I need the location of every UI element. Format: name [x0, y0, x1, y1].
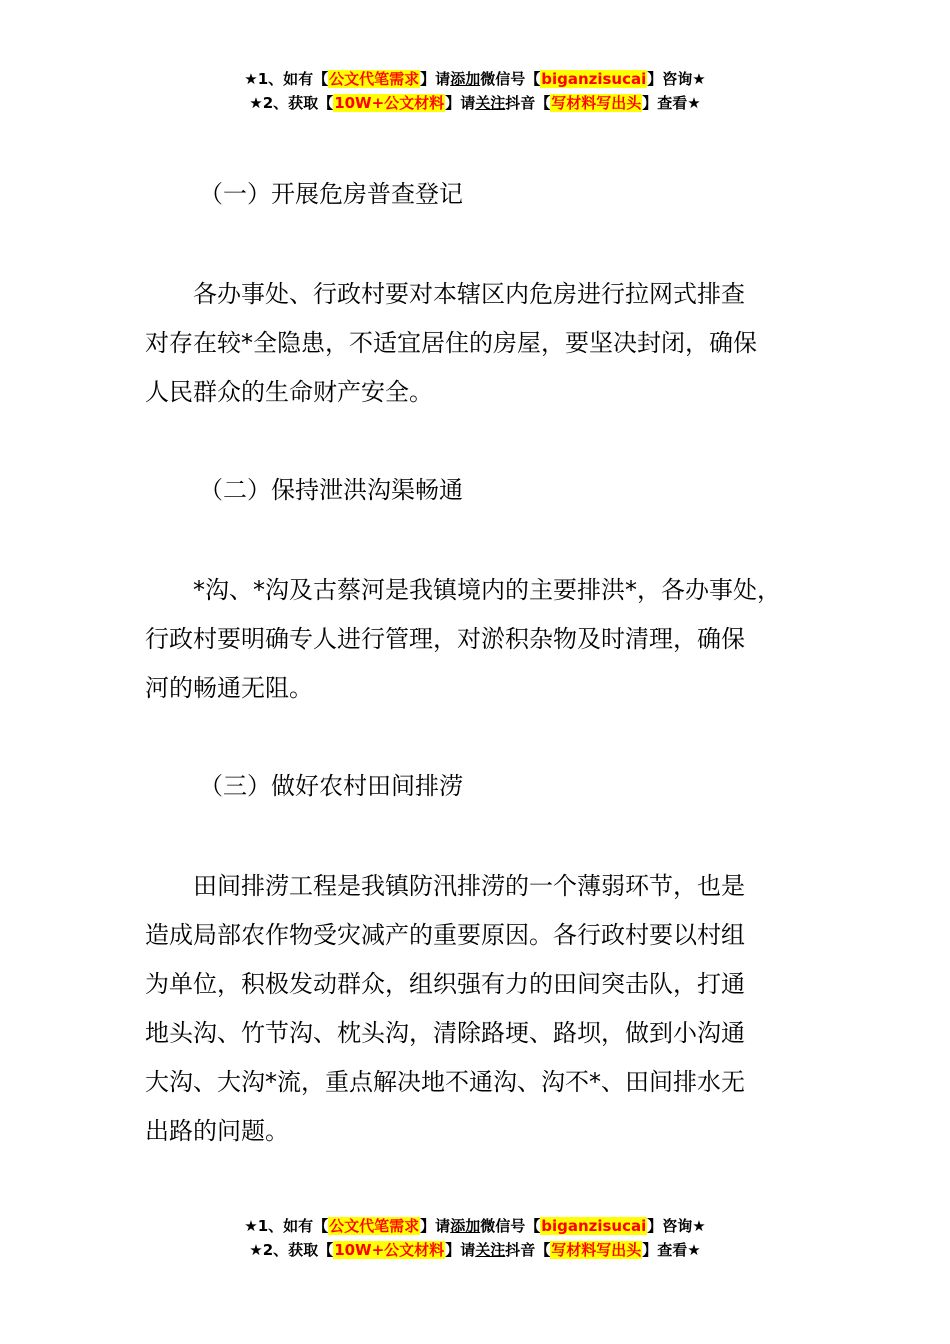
- section-heading: （二）保持泄洪沟渠畅通: [199, 476, 463, 504]
- highlight-douyin-account: 写材料写出头: [551, 94, 642, 112]
- underlined-add: 添加: [450, 1217, 481, 1235]
- banner-text: 】请: [420, 1217, 451, 1235]
- banner-line-1: [0, 1214, 950, 1238]
- banner-text: 抖音【: [505, 1241, 551, 1259]
- paragraph-line: 田间排涝工程是我镇防汛排涝的一个薄弱环节，也是: [145, 872, 745, 900]
- highlight-wechat-id: biganzisucai: [541, 1217, 647, 1235]
- banner-text: ★2、获取【: [249, 94, 334, 112]
- paragraph-line: 人民群众的生命财产安全。: [145, 378, 433, 406]
- banner-text: ★2、获取【: [249, 1241, 334, 1259]
- banner-line-2: [0, 1238, 950, 1262]
- underlined-follow: 关注: [475, 94, 506, 112]
- banner-text: ★1、如有【: [244, 70, 329, 88]
- banner-text: 】请: [445, 94, 476, 112]
- banner-line-2: [0, 91, 950, 115]
- banner-text: 微信号【: [480, 1217, 541, 1235]
- banner-text: 微信号【: [480, 70, 541, 88]
- banner-text: 】咨询★: [647, 1217, 706, 1235]
- banner-text: 】查看★: [642, 1241, 701, 1259]
- banner-line-1: [0, 67, 950, 91]
- paragraph-line: 各办事处、行政村要对本辖区内危房进行拉网式排查: [145, 280, 745, 308]
- paragraph-line: 大沟、大沟*流，重点解决地不通沟、沟不*、田间排水无: [145, 1068, 745, 1096]
- document-body: [145, 170, 845, 1156]
- paragraph-line: 造成局部农作物受灾减产的重要原因。各行政村要以村组: [145, 921, 745, 949]
- highlight-materials: 10W+公文材料: [334, 94, 445, 112]
- underlined-follow: 关注: [475, 1241, 506, 1259]
- paragraph-line: 行政村要明确专人进行管理，对淤积杂物及时清理，确保: [145, 625, 745, 653]
- banner-text: 】请: [420, 70, 451, 88]
- highlight-ghostwriting: 公文代笔需求: [329, 1217, 420, 1235]
- top-banner: [0, 67, 950, 115]
- paragraph-line: 地头沟、竹节沟、枕头沟，清除路埂、路坝，做到小沟通: [145, 1019, 745, 1047]
- paragraph-line: 对存在较*全隐患，不适宜居住的房屋，要坚决封闭，确保: [145, 329, 757, 357]
- paragraph-line: 河的畅通无阻。: [145, 674, 313, 702]
- section-heading: （一）开展危房普查登记: [199, 180, 463, 208]
- highlight-materials: 10W+公文材料: [334, 1241, 445, 1259]
- banner-text: 】咨询★: [647, 70, 706, 88]
- paragraph-line: 出路的问题。: [145, 1117, 289, 1145]
- banner-text: 抖音【: [505, 94, 551, 112]
- highlight-ghostwriting: 公文代笔需求: [329, 70, 420, 88]
- banner-text: ★1、如有【: [244, 1217, 329, 1235]
- banner-text: 】请: [445, 1241, 476, 1259]
- section-heading: （三）做好农村田间排涝: [199, 772, 463, 800]
- paragraph-line: *沟、*沟及古蔡河是我镇境内的主要排洪*，各办事处，: [145, 576, 781, 604]
- underlined-add: 添加: [450, 70, 481, 88]
- bottom-banner: [0, 1214, 950, 1262]
- paragraph-line: 为单位，积极发动群众，组织强有力的田间突击队，打通: [145, 970, 745, 998]
- highlight-douyin-account: 写材料写出头: [551, 1241, 642, 1259]
- highlight-wechat-id: biganzisucai: [541, 70, 647, 88]
- banner-text: 】查看★: [642, 94, 701, 112]
